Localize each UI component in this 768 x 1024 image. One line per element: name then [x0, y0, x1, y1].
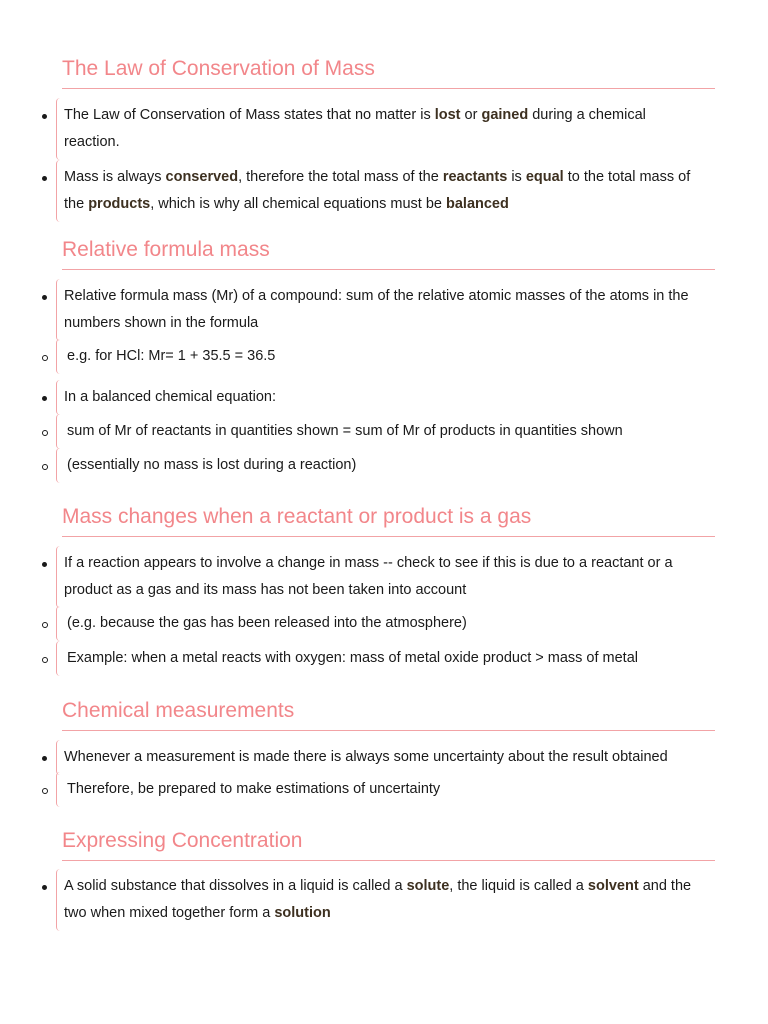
list-item	[0, 164, 768, 218]
bullet-circle-icon	[42, 657, 48, 663]
list-item	[0, 102, 768, 156]
list-item-text	[67, 418, 707, 445]
bullet-disc-icon	[42, 756, 47, 761]
section-heading: Mass changes when a reactant or product is a gas	[62, 504, 715, 537]
highlight-bracket	[56, 380, 61, 415]
text-run: In a balanced chemical equation:	[64, 389, 277, 405]
text-run: Example: when a metal reacts with oxygen: mass of metal oxide product > mass of metal	[67, 650, 638, 666]
list-item-text	[64, 873, 704, 927]
highlight-bracket	[56, 160, 61, 222]
list-item-text	[64, 283, 704, 337]
highlight-bracket	[56, 414, 61, 449]
sub-list-item	[0, 776, 768, 803]
text-run: or	[460, 107, 482, 123]
bold-term: solution	[274, 905, 331, 921]
list-item	[0, 744, 768, 771]
bold-term: equal	[525, 169, 564, 185]
text-run: during a chemical reaction.	[64, 107, 646, 150]
text-run: , the liquid is called a	[449, 878, 588, 894]
bullet-disc-icon	[42, 114, 47, 119]
text-run: , therefore the total mass of the	[238, 169, 443, 185]
list-item	[0, 550, 768, 604]
highlight-bracket	[56, 279, 61, 341]
highlight-bracket	[56, 869, 61, 931]
list-item-text	[64, 164, 704, 218]
text-run: Relative formula mass (Mr) of a compound: sum of the relative atomic masses of the atoms in the numbers shown in the formula	[64, 288, 689, 331]
sub-list-item	[0, 343, 768, 370]
text-run: e.g. for HCl: Mr= 1 + 35.5 = 36.5	[67, 348, 276, 364]
list-item-text	[67, 645, 707, 672]
sub-list-item	[0, 645, 768, 672]
bullet-disc-icon	[42, 295, 47, 300]
text-run: sum of Mr of reactants in quantities shown = sum of Mr of products in quantities shown	[67, 423, 623, 439]
list-item-text	[64, 102, 704, 156]
text-run: Mass is always	[64, 169, 166, 185]
text-run: (e.g. because the gas has been released into the atmosphere)	[67, 615, 467, 631]
text-run: Whenever a measurement is made there is always some uncertainty about the result obtained	[64, 749, 668, 765]
bullet-disc-icon	[42, 562, 47, 567]
bullet-circle-icon	[42, 788, 48, 794]
list-item-text	[64, 744, 704, 771]
bullet-circle-icon	[42, 464, 48, 470]
bold-term: conserved	[165, 169, 239, 185]
list-item	[0, 384, 768, 411]
highlight-bracket	[56, 772, 61, 807]
list-item-text	[67, 452, 707, 479]
list-item	[0, 873, 768, 927]
list-item-text	[67, 610, 707, 637]
text-run: is	[507, 169, 526, 185]
highlight-bracket	[56, 98, 61, 160]
bold-term: solute	[406, 878, 450, 894]
section-heading: The Law of Conservation of Mass	[62, 56, 715, 89]
sub-list-item	[0, 452, 768, 479]
section-heading: Expressing Concentration	[62, 828, 715, 861]
bold-term: reactants	[442, 169, 508, 185]
list-item-text	[67, 776, 707, 803]
highlight-bracket	[56, 641, 61, 676]
bullet-disc-icon	[42, 885, 47, 890]
bullet-circle-icon	[42, 355, 48, 361]
text-run: and the two when mixed together form a	[64, 878, 692, 921]
text-run: If a reaction appears to involve a change in mass -- check to see if this is due to a reactant or a product as a gas and its mass has not been taken into account	[64, 555, 673, 598]
highlight-bracket	[56, 448, 61, 483]
list-item-text	[64, 550, 704, 604]
bullet-circle-icon	[42, 430, 48, 436]
list-item	[0, 283, 768, 337]
sub-list-item	[0, 418, 768, 445]
section-heading: Relative formula mass	[62, 237, 715, 270]
list-item-text	[67, 343, 707, 370]
highlight-bracket	[56, 339, 61, 374]
text-run: to the total mass of the	[64, 169, 691, 212]
bold-term: products	[88, 196, 151, 212]
bullet-circle-icon	[42, 622, 48, 628]
bullet-disc-icon	[42, 396, 47, 401]
bold-term: gained	[481, 107, 529, 123]
highlight-bracket	[56, 740, 61, 775]
highlight-bracket	[56, 606, 61, 641]
bullet-disc-icon	[42, 176, 47, 181]
list-item-text	[64, 384, 704, 411]
bold-term: balanced	[446, 196, 509, 212]
text-run: , which is why all chemical equations must be	[150, 196, 446, 212]
text-run: (essentially no mass is lost during a reaction)	[67, 457, 357, 473]
section-heading: Chemical measurements	[62, 698, 715, 731]
text-run: Therefore, be prepared to make estimations of uncertainty	[67, 781, 441, 797]
bold-term: lost	[434, 107, 461, 123]
bold-term: solvent	[587, 878, 639, 894]
text-run: The Law of Conservation of Mass states that no matter is	[64, 107, 435, 123]
text-run: A solid substance that dissolves in a liquid is called a	[64, 878, 407, 894]
sub-list-item	[0, 610, 768, 637]
highlight-bracket	[56, 546, 61, 608]
